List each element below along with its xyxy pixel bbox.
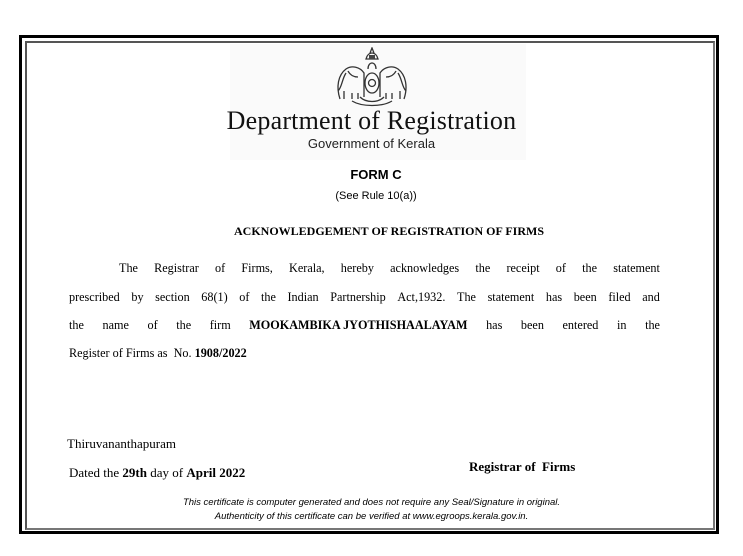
footer-verification: Authenticity of this certificate can be verified at www.egroops.kerala.gov.in.	[214, 511, 529, 522]
kerala-emblem-icon	[334, 47, 410, 109]
body-word: section	[155, 290, 190, 304]
body-word: has	[486, 318, 503, 332]
body-line-3	[69, 318, 660, 333]
body-word: by	[131, 290, 144, 304]
body-word: acknowledges	[390, 261, 460, 275]
body-word: Indian	[287, 290, 319, 304]
body-word: and	[642, 290, 660, 304]
body-word: Registrar	[154, 261, 199, 275]
body-word: of	[215, 261, 226, 275]
department-title: Department of Registration	[226, 106, 517, 135]
dated-prefix: Dated the	[69, 465, 123, 480]
body-word: the	[261, 290, 276, 304]
body-word: hereby	[340, 261, 374, 275]
body-word: entered	[562, 318, 599, 332]
body-word: been	[520, 318, 544, 332]
body-word: receipt	[506, 261, 540, 275]
body-word: the	[475, 261, 491, 275]
body-line-4	[69, 346, 660, 361]
dated-day: 29th	[122, 465, 147, 480]
government-subtitle: Government of Kerala	[307, 136, 436, 151]
footer-disclaimer: This certificate is computer generated and does not require any Seal/Signature in original.	[182, 497, 561, 508]
body-word: firm	[209, 318, 231, 332]
body-word: The	[457, 290, 476, 304]
body-word: the	[645, 318, 660, 332]
body-word: statement	[487, 290, 535, 304]
body-word: filed	[608, 290, 631, 304]
body-line-1	[119, 261, 660, 276]
body-word: The	[119, 261, 138, 275]
body-word: has	[545, 290, 563, 304]
acknowledgement-heading: ACKNOWLEDGEMENT OF REGISTRATION OF FIRMS	[233, 224, 545, 238]
body-word: of	[239, 290, 250, 304]
body-word: statement	[613, 261, 660, 275]
registration-number: 1908/2022	[194, 346, 247, 360]
body-word: of	[147, 318, 158, 332]
place: Thiruvananthapuram	[67, 436, 177, 451]
body-word: name	[102, 318, 129, 332]
body-word: the	[176, 318, 192, 332]
register-label: Register of Firms as No.	[69, 346, 195, 360]
form-rule: (See Rule 10(a))	[335, 190, 417, 202]
body-word: Kerala,	[289, 261, 325, 275]
body-word: Partnership	[330, 290, 386, 304]
body-word: in	[616, 318, 627, 332]
body-word: of	[555, 261, 566, 275]
body-word: 68(1)	[201, 290, 228, 304]
body-word: the	[69, 318, 84, 332]
body-word: MOOKAMBIKA JYOTHISHAALAYAM	[249, 318, 468, 332]
body-word: been	[573, 290, 597, 304]
body-word: the	[582, 261, 598, 275]
body-word: Act,1932.	[397, 290, 446, 304]
dated-month-year: April 2022	[186, 465, 246, 480]
body-word: Firms,	[241, 261, 273, 275]
dated-line	[69, 465, 245, 481]
dated-middle: day of	[146, 465, 187, 480]
body-word: prescribed	[69, 290, 120, 304]
form-title: FORM C	[350, 167, 402, 182]
body-line-2	[69, 290, 660, 305]
registrar-signature-label: Registrar of Firms	[469, 459, 576, 474]
